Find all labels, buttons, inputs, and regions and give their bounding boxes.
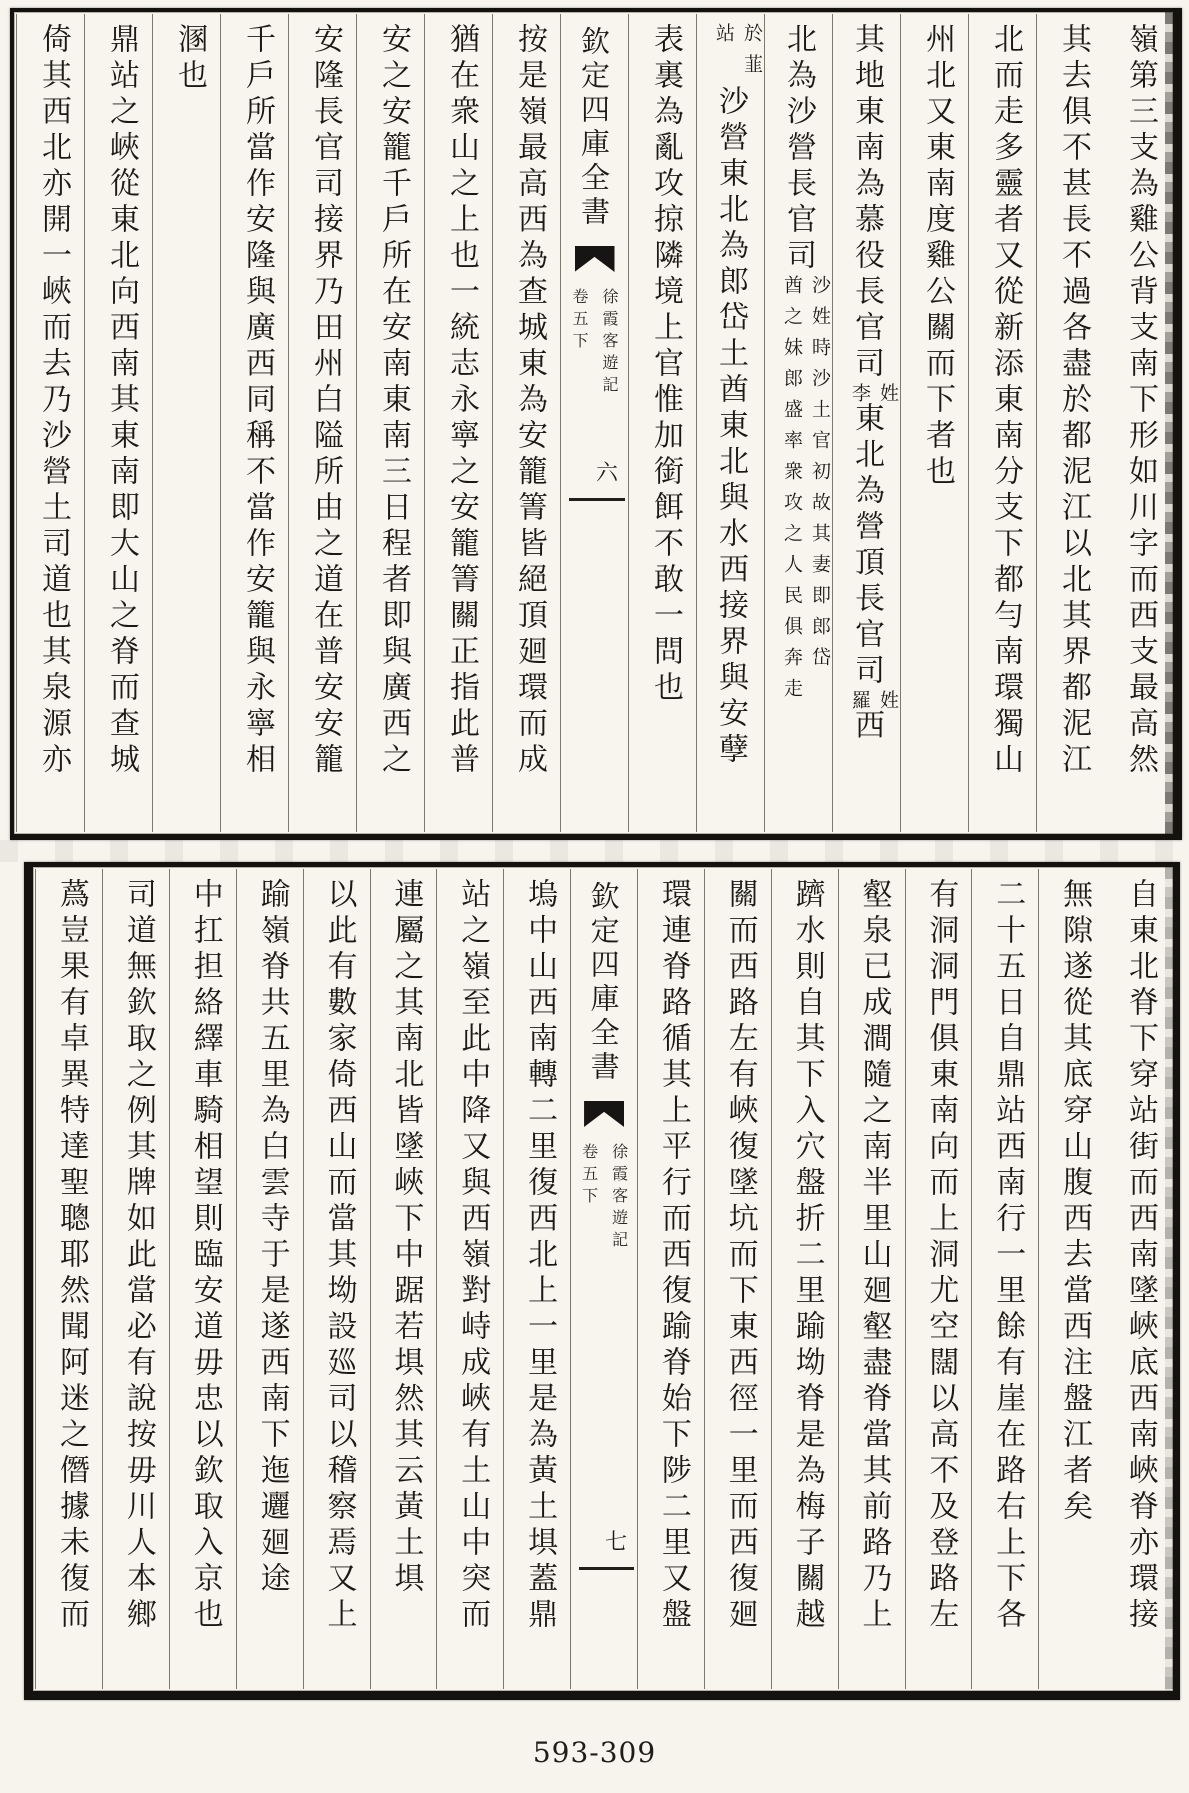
banxin-juan-label: 卷五下: [579, 1143, 599, 1209]
text-column: [436, 869, 503, 1689]
column-text: 其去俱不甚長不過各盡於都泥江以北其界都泥江: [1056, 23, 1091, 779]
inline-note: [848, 383, 900, 402]
text-column: [288, 14, 356, 832]
text-column: [169, 869, 236, 1689]
text-column: [696, 14, 764, 832]
column-text: 州北又東南度雞公關而下者也: [920, 23, 955, 491]
column-text: 北而走多靈者又從新添東南分支下都勻南環獨山: [988, 23, 1023, 779]
text-block-frame-top: [10, 8, 1182, 840]
text-column: [102, 869, 169, 1689]
column-text: 西: [849, 709, 884, 745]
fishtail-icon: [584, 1101, 624, 1127]
column-text: 踰嶺脊共五里為白雲寺于是遂西南下迤邐廻途: [254, 878, 290, 1598]
text-column: [1105, 869, 1171, 1689]
column-text: 站之嶺至此中降又與西嶺對峙成峽有土山中突而: [455, 878, 491, 1634]
column-text: 猶在衆山之上也一統志永寧之安籠箐關正指此普: [444, 23, 479, 779]
column-text: 倚其西北亦開一峽而去乃沙營土司道也其泉源亦: [36, 23, 71, 779]
text-column: [370, 869, 437, 1689]
interlinear-annotation: [712, 23, 764, 85]
text-column: [905, 869, 972, 1689]
text-column: [492, 14, 560, 832]
annotation-left-line: 李: [849, 383, 871, 402]
banxin-title: 欽定四庫全書: [586, 881, 621, 1085]
column-text: 東北為營頂長官司: [849, 402, 884, 690]
column-text: 溷也: [172, 23, 207, 95]
banxin-sublabels: [578, 1143, 631, 1253]
column-text: 鼎站之峽從東北向西南其東南即大山之脊而查城: [104, 23, 139, 779]
banxin-rule: [569, 498, 625, 501]
text-column: [503, 869, 570, 1689]
text-column: [16, 14, 84, 832]
column-text: 表裏為亂攻掠隣境上官惟加銜餌不敢一問也: [648, 23, 683, 707]
annotation-left-line: 羅: [849, 690, 871, 709]
banxin-book-title: 徐霞客遊記: [609, 1143, 629, 1253]
column-text: 安隆長官司接界乃田州白隘所由之道在普安安籠: [308, 23, 343, 779]
column-text: 沙營東北為郎岱土酋東北與水西接界與安孽: [713, 85, 748, 769]
column-text: 關而西路左有峽復墜坑而下東西徑一里而西復廻: [722, 878, 758, 1634]
banxin-page-number: 七: [604, 1530, 627, 1555]
banxin-sublabels: [568, 288, 621, 398]
column-text: 安之安籠千戶所在安南東南三日程者即與廣西之: [376, 23, 411, 779]
column-text: 環連脊路循其上平行而西復踰脊始下陟二里又盤: [655, 878, 691, 1634]
text-column: [35, 869, 102, 1689]
text-column: [1036, 14, 1104, 832]
column-text: 有洞洞門俱東南向而上洞尤空闊以高不及登路左: [923, 878, 959, 1634]
banxin-rule: [579, 1567, 634, 1570]
column-text: 以此有數家倚西山而當其坳設廵司以稽察焉又上: [321, 878, 357, 1634]
column-text: 塢中山西南轉二里復西北上一里是為黃土埧蓋鼎: [522, 878, 558, 1634]
column-text: 二十五日自鼎站西南行一里餘有崖在路右上下各: [990, 878, 1026, 1634]
column-text: 其地東南為慕役長官司: [849, 23, 884, 383]
column-text: 蔿豈果有卓異特達聖聰耶然聞阿迷之僭據未復而: [54, 878, 89, 1634]
column-text: 司道無欽取之例其牌如此當必有說按毋川人本鄉: [120, 878, 156, 1634]
text-column: [900, 14, 968, 832]
text-column: [968, 14, 1036, 832]
text-column: [152, 14, 220, 832]
text-column: [424, 14, 492, 832]
annotation-right-line: 姓: [877, 690, 899, 709]
text-column: [764, 14, 832, 832]
text-column: [1038, 869, 1105, 1689]
column-text: 連屬之其南北皆墜峽下中踞若埧然其云黃土埧: [388, 878, 424, 1598]
text-column: [704, 869, 771, 1689]
column-text: 躋水則自其下入穴盤折二里踰坳脊是為梅子關越: [789, 878, 825, 1634]
banxin-page-number: 六: [595, 460, 618, 486]
text-block-frame-bottom: [24, 862, 1180, 1700]
fishtail-icon: [575, 246, 615, 272]
text-column: [637, 869, 704, 1689]
column-text: 嶺第三支為雞公背支南下形如川字而西支最高然: [1123, 23, 1158, 779]
annotation-right-line: 沙姓時沙土官初故其妻即郎岱: [809, 275, 831, 678]
text-column: [628, 14, 696, 832]
interlinear-annotation: [780, 275, 832, 709]
annotation-left-line: 酋之妹郎盛率衆攻之人民俱奔走: [781, 275, 803, 709]
text-column: [84, 14, 152, 832]
text-column: [838, 869, 905, 1689]
column-text: 無隙遂從其底穿山腹西去當西注盤江者矣: [1057, 878, 1093, 1526]
column-text: 按是嶺最高西為查城東為安籠箐皆絕頂廻環而成: [512, 23, 547, 779]
text-column: [832, 14, 900, 832]
banxin-column: [570, 869, 637, 1689]
text-column: [771, 869, 838, 1689]
column-text: 自東北脊下穿站街而西南墜峽底西南峽脊亦環接: [1123, 878, 1158, 1634]
inline-note: [848, 690, 900, 709]
annotation-left-line: 站: [713, 23, 735, 54]
plate-number: 593-309: [532, 1736, 657, 1769]
column-text: 北為沙營長官司: [781, 23, 816, 275]
text-column: [356, 14, 424, 832]
banxin-column: [560, 14, 628, 832]
annotation-right-line: 於韮: [741, 23, 763, 85]
text-column: [1104, 14, 1171, 832]
banxin-book-title: 徐霞客遊記: [600, 288, 619, 398]
banxin-juan-label: 卷五下: [570, 288, 589, 354]
column-container-bottom: [35, 869, 1171, 1689]
column-text: 壑泉已成澗隨之南半里山廻壑盡脊當其前路乃上: [856, 878, 892, 1634]
text-column: [303, 869, 370, 1689]
column-container-top: [16, 14, 1171, 832]
banxin-title: 欽定四庫全書: [577, 26, 611, 230]
column-text: 千戶所當作安隆與廣西同稱不當作安籠與永寧相: [240, 23, 275, 779]
text-column: [971, 869, 1038, 1689]
annotation-right-line: 姓: [877, 383, 899, 402]
text-column: [220, 14, 288, 832]
text-column: [236, 869, 303, 1689]
column-text: 中扛担絡繹車騎相望則臨安道毋忠以欽取入京也: [187, 878, 223, 1634]
